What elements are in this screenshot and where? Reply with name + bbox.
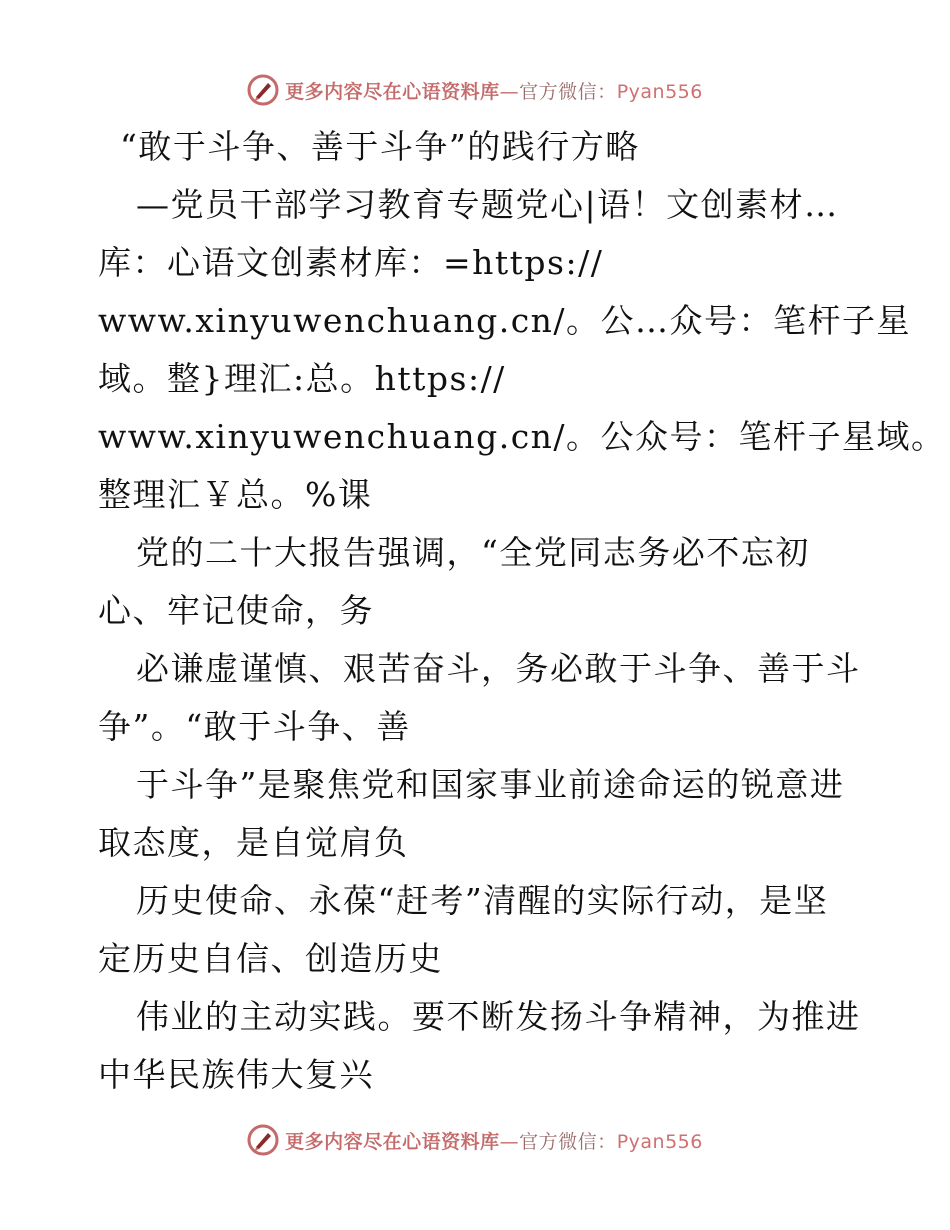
paragraph-line: 党的二十大报告强调，“全党同志务必不忘初 — [136, 533, 810, 572]
paragraph-line: 伟业的主动实践。要不断发扬斗争精神，为推进 — [136, 997, 861, 1036]
paragraph-line: 取态度，是自觉肩负 — [98, 823, 409, 862]
watermark-label: 官方微信： — [519, 80, 617, 103]
paragraph-line: 定历史自信、创造历史 — [98, 939, 443, 978]
watermark-dash: — — [499, 1130, 520, 1153]
text-line: 整理汇￥总。%课 — [98, 475, 373, 514]
document-body — [98, 118, 946, 1104]
watermark-dash: — — [499, 80, 520, 103]
footer-watermark — [0, 1120, 950, 1160]
paragraph-line: 于斗争”是聚焦党和国家事业前途命运的锐意进 — [136, 765, 845, 804]
paragraph-line: 争”。“敢于斗争、善 — [98, 707, 411, 746]
text-line: 域。整}理汇:总。https:// — [98, 359, 506, 398]
watermark-wechat-id: Pyan556 — [616, 1130, 703, 1153]
document-subtitle: —党员干部学习教育专题党心|语！文创素材… — [136, 185, 839, 224]
document-title: “敢于斗争、善于斗争”的践行方略 — [120, 127, 640, 166]
watermark-slogan: 更多内容尽在心语资料库 — [285, 1130, 500, 1153]
paragraph-line: 中华民族伟大复兴 — [98, 1055, 374, 1094]
watermark-text — [285, 77, 703, 104]
pen-logo-icon — [247, 74, 279, 106]
text-line: www.xinyuwenchuang.cn/。公…众号：笔杆子星 — [98, 301, 912, 340]
pen-logo-icon — [247, 1124, 279, 1156]
text-line: www.xinyuwenchuang.cn/。公众号：笔杆子星域。 — [98, 417, 946, 456]
header-watermark — [0, 70, 950, 110]
watermark-slogan: 更多内容尽在心语资料库 — [285, 80, 500, 103]
text-line: 库：心语文创素材库：=https:// — [98, 243, 604, 282]
paragraph-line: 必谦虚谨慎、艰苦奋斗，务必敢于斗争、善于斗 — [136, 649, 861, 688]
watermark-wechat-id: Pyan556 — [616, 80, 703, 103]
watermark-label: 官方微信： — [519, 1130, 617, 1153]
paragraph-line: 历史使命、永葆“赶考”清醒的实际行动，是坚 — [136, 881, 829, 920]
paragraph-line: 心、牢记使命，务 — [98, 591, 374, 630]
watermark-text — [285, 1127, 703, 1154]
